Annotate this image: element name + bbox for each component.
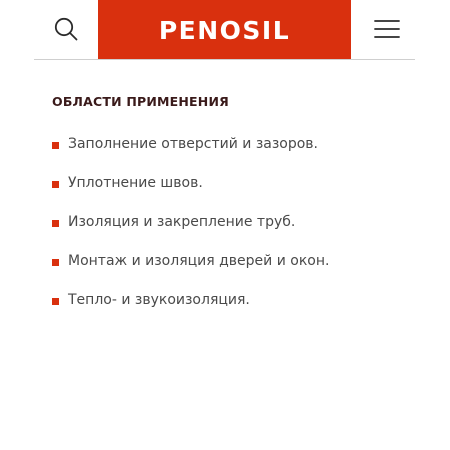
list-item-text: Тепло- и звукоизоляция.	[68, 291, 250, 308]
section-title: ОБЛАСТИ ПРИМЕНЕНИЯ	[52, 94, 229, 109]
brand-logo-button[interactable]	[98, 0, 351, 60]
bullet-square-icon	[52, 220, 59, 227]
list-item	[52, 241, 329, 280]
list-item	[52, 124, 329, 163]
header	[0, 0, 450, 60]
bullet-square-icon	[52, 181, 59, 188]
bullet-square-icon	[52, 259, 59, 266]
search-icon	[53, 16, 79, 42]
bullet-square-icon	[52, 142, 59, 149]
hamburger-menu-icon	[374, 18, 400, 40]
list-item-text: Заполнение отверстий и зазоров.	[68, 135, 319, 152]
header-divider	[34, 59, 415, 60]
list-item-text: Уплотнение швов.	[68, 174, 203, 191]
list-item	[52, 202, 329, 241]
search-button[interactable]	[34, 0, 98, 58]
brand-logo-text: PENOSIL	[158, 15, 291, 45]
applications-list	[52, 124, 329, 319]
list-item	[52, 163, 329, 202]
list-item-text: Монтаж и изоляция дверей и окон.	[68, 252, 330, 269]
list-item-text: Изоляция и закрепление труб.	[68, 213, 296, 230]
list-item	[52, 280, 329, 319]
bullet-square-icon	[52, 298, 59, 305]
menu-button[interactable]	[356, 0, 418, 58]
